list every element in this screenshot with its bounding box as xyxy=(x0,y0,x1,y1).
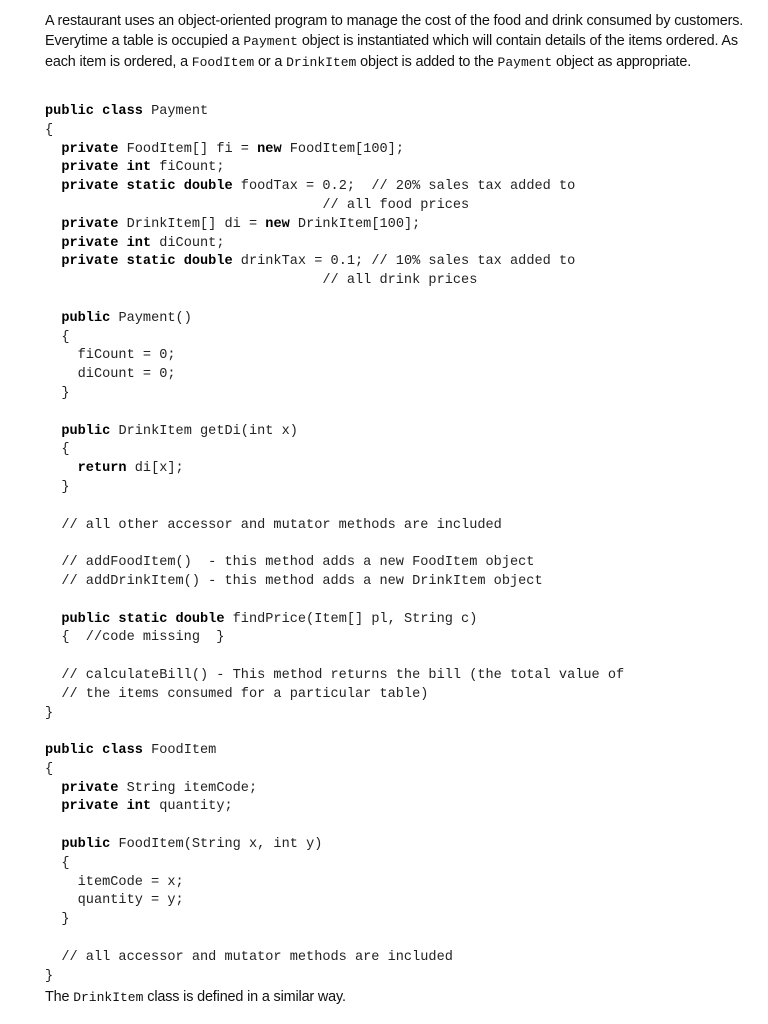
code-line xyxy=(45,592,624,611)
code-text xyxy=(45,799,61,814)
code-text: { xyxy=(45,442,70,458)
code-line xyxy=(45,742,624,761)
code-line xyxy=(45,272,624,291)
code-line xyxy=(45,178,624,197)
code-text: { xyxy=(45,329,70,345)
code-line xyxy=(45,404,624,423)
code-keyword: private xyxy=(61,216,119,232)
code-text: DrinkItem[] di = xyxy=(118,216,266,232)
code-text: { //code missing } xyxy=(45,630,225,646)
inline-code: FoodItem xyxy=(191,55,255,71)
code-text: // addFoodItem() - this method adds a new FoodItem object xyxy=(45,555,535,571)
code-line xyxy=(45,310,624,329)
code-line xyxy=(45,648,624,667)
code-text: quantity = y; xyxy=(45,893,184,909)
code-text xyxy=(45,424,61,439)
code-text: DrinkItem getDi(int x) xyxy=(110,423,298,439)
code-line xyxy=(45,798,624,817)
code-line xyxy=(45,968,624,987)
code-text: // addDrinkItem() - this method adds a new DrinkItem object xyxy=(45,573,543,589)
code-text: // all accessor and mutator methods are included xyxy=(45,949,453,965)
code-text xyxy=(45,236,61,251)
code-text xyxy=(45,612,61,627)
code-line xyxy=(45,780,624,799)
code-line xyxy=(45,517,624,536)
inline-code: Payment xyxy=(243,34,298,50)
code-line xyxy=(45,686,624,705)
code-line xyxy=(45,855,624,874)
code-text xyxy=(45,837,61,852)
code-text xyxy=(45,311,61,326)
code-text: // all other accessor and mutator methods are included xyxy=(45,517,502,533)
code-line xyxy=(45,629,624,648)
code-text xyxy=(45,781,61,796)
code-listing xyxy=(45,103,624,986)
code-line xyxy=(45,761,624,780)
code-line xyxy=(45,705,624,724)
code-text: FoodItem[] fi = xyxy=(118,141,258,157)
code-line xyxy=(45,141,624,160)
code-text xyxy=(45,142,61,157)
code-line xyxy=(45,874,624,893)
code-text: { xyxy=(45,122,54,138)
code-text: FoodItem(String x, int y) xyxy=(110,837,323,853)
code-line xyxy=(45,329,624,348)
code-line xyxy=(45,479,624,498)
code-text: quantity; xyxy=(151,799,233,815)
code-text: } xyxy=(45,479,70,495)
code-text: diCount; xyxy=(151,235,225,251)
code-line xyxy=(45,366,624,385)
code-line xyxy=(45,949,624,968)
code-keyword: private int xyxy=(61,799,152,815)
code-text: // all drink prices xyxy=(45,273,478,289)
code-keyword: public xyxy=(61,423,111,439)
code-keyword: private int xyxy=(61,160,152,176)
code-text: // calculateBill() - This method returns the bill (the total value of xyxy=(45,667,625,683)
code-line xyxy=(45,667,624,686)
code-text: DrinkItem[100]; xyxy=(289,216,421,232)
code-text: di[x]; xyxy=(126,461,184,477)
code-text: } xyxy=(45,705,54,721)
code-line xyxy=(45,423,624,442)
code-text: } xyxy=(45,968,54,984)
code-text xyxy=(45,254,61,269)
code-text: FoodItem xyxy=(142,743,217,759)
code-text xyxy=(45,160,61,175)
inline-code: DrinkItem xyxy=(286,55,357,71)
code-text: Payment() xyxy=(110,310,192,326)
code-text: itemCode = x; xyxy=(45,874,184,890)
code-text xyxy=(45,179,61,194)
closing-sentence xyxy=(45,987,745,1008)
code-keyword: private static double xyxy=(61,254,233,270)
code-text xyxy=(45,217,61,232)
code-line xyxy=(45,216,624,235)
code-text: String itemCode; xyxy=(118,780,258,796)
code-line xyxy=(45,103,624,122)
code-text: Payment xyxy=(142,104,209,119)
code-text: findPrice(Item[] pl, String c) xyxy=(224,611,478,627)
code-text xyxy=(45,461,78,476)
code-keyword: public static double xyxy=(61,611,225,627)
intro-paragraph xyxy=(45,11,745,74)
code-text: } xyxy=(45,385,70,401)
code-line xyxy=(45,573,624,592)
paragraph-text: object as appropriate. xyxy=(552,54,692,71)
code-line xyxy=(45,723,624,742)
code-keyword: private static double xyxy=(61,179,233,195)
code-line xyxy=(45,535,624,554)
code-keyword: private xyxy=(61,780,119,796)
code-text: { xyxy=(45,761,54,777)
code-line xyxy=(45,498,624,517)
paragraph-text: or a xyxy=(254,54,287,71)
code-line xyxy=(45,235,624,254)
paragraph-text: object is instantiated which will contain details of the items ordered. As each item is ordered, a xyxy=(45,33,738,71)
code-text: fiCount; xyxy=(151,160,225,176)
code-line xyxy=(45,911,624,930)
code-text: // the items consumed for a particular table) xyxy=(45,686,429,702)
code-keyword: new xyxy=(265,216,290,232)
code-text: FoodItem[100]; xyxy=(281,141,404,157)
code-keyword: new xyxy=(257,141,282,157)
code-text: fiCount = 0; xyxy=(45,348,176,364)
code-text: diCount = 0; xyxy=(45,367,176,383)
code-line xyxy=(45,159,624,178)
code-line xyxy=(45,291,624,310)
code-keyword: private int xyxy=(61,235,152,251)
code-line xyxy=(45,817,624,836)
code-line xyxy=(45,930,624,949)
code-line xyxy=(45,253,624,272)
code-keyword: private xyxy=(61,141,119,157)
code-line xyxy=(45,347,624,366)
inline-code: DrinkItem xyxy=(73,990,144,1005)
code-text: drinkTax = 0.1; // 10% sales tax added to xyxy=(232,254,576,270)
code-text: { xyxy=(45,855,70,871)
code-line xyxy=(45,122,624,141)
code-line xyxy=(45,385,624,404)
code-line xyxy=(45,554,624,573)
code-text: } xyxy=(45,912,70,928)
code-keyword: public xyxy=(61,310,111,326)
code-line xyxy=(45,197,624,216)
code-line xyxy=(45,460,624,479)
code-line xyxy=(45,441,624,460)
inline-code: Payment xyxy=(497,55,553,71)
code-keyword: public class xyxy=(45,104,143,119)
code-line xyxy=(45,892,624,911)
paragraph-text: class is defined in a similar way. xyxy=(143,989,346,1005)
paragraph-text: object is added to the xyxy=(356,54,498,71)
code-line xyxy=(45,611,624,630)
code-text: foodTax = 0.2; // 20% sales tax added to xyxy=(232,179,576,195)
paragraph-text: The xyxy=(45,989,74,1005)
code-keyword: public xyxy=(61,837,111,853)
code-text: // all food prices xyxy=(45,197,470,213)
code-line xyxy=(45,836,624,855)
paragraph-text: A restaurant uses an object-oriented program to manage the cost of the food and drink consumed by customers. Everytime a table is occupied a xyxy=(45,13,744,50)
code-keyword: return xyxy=(77,461,127,477)
code-keyword: public class xyxy=(45,743,143,759)
